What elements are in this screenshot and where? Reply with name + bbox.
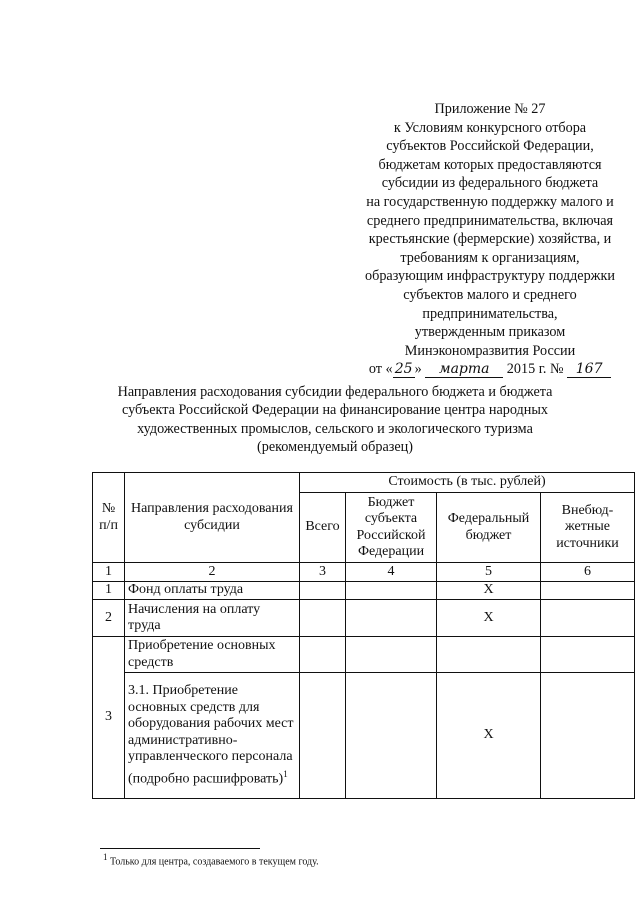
appendix-line: требованиям к организациям,	[400, 249, 580, 266]
order-number-handwritten: 167	[567, 362, 611, 378]
date-quote: »	[414, 361, 422, 378]
row-federal-mark	[437, 637, 541, 673]
date-prefix: от «	[368, 361, 393, 378]
table-row	[93, 600, 635, 637]
appendix-line: Минэкономразвития России	[404, 342, 576, 359]
row-num: 1	[93, 582, 125, 600]
column-index-row	[93, 563, 635, 582]
row-federal-mark: X	[437, 582, 541, 600]
appendix-line: на государственную поддержку малого и	[366, 193, 614, 210]
row-label: Фонд оплаты труда	[125, 582, 300, 600]
index-cell: 4	[346, 563, 437, 582]
index-cell: 3	[300, 563, 346, 582]
appendix-line: субъектов малого и среднего	[403, 286, 577, 303]
index-cell: 6	[541, 563, 635, 582]
date-month-handwritten: марта	[425, 362, 503, 378]
table-row	[93, 637, 635, 673]
header-total: Всего	[300, 493, 346, 563]
header-num: № п/п	[93, 473, 125, 563]
expenditure-table	[92, 472, 635, 799]
title-line: Направления расходования субсидии федерального бюджета и бюджета	[117, 384, 553, 400]
index-cell: 1	[93, 563, 125, 582]
appendix-line: предпринимательства,	[422, 305, 558, 322]
appendix-header	[340, 100, 640, 379]
date-year: 2015 г. №	[506, 361, 564, 378]
row-label: Приобретение основных средств	[125, 637, 300, 673]
header-offbudget: Внебюд-жетные источники	[541, 493, 635, 563]
table-row	[93, 582, 635, 600]
row-label: Начисления на оплату труда	[125, 600, 300, 637]
appendix-line: к Условиям конкурсного отбора	[393, 119, 587, 136]
appendix-line: образующим инфраструктуру поддержки	[365, 268, 615, 285]
row-federal-mark: X	[437, 600, 541, 637]
footnote	[103, 851, 319, 868]
appendix-line: субсидии из федерального бюджета	[381, 175, 599, 192]
footnote-text: Только для центра, создаваемого в текущем году.	[110, 856, 319, 868]
index-cell: 5	[437, 563, 541, 582]
row-num: 2	[93, 600, 125, 637]
footnote-mark: 1	[103, 852, 108, 862]
row-sublabel: 3.1. Приобретение основных средств для оборудования рабочих мест административно-управленческого персонала (подробно расшифровать)	[128, 683, 294, 787]
footnote-divider	[100, 848, 260, 849]
title-line: (рекомендуемый образец)	[257, 439, 413, 456]
row-federal-mark: X	[437, 673, 541, 799]
row-label	[125, 673, 300, 799]
header-federal-budget: Федеральный бюджет	[437, 493, 541, 563]
appendix-line: бюджетам которых предоставляются	[378, 156, 602, 173]
table-row	[93, 673, 635, 799]
document-title	[110, 383, 560, 457]
appendix-number: Приложение № 27	[434, 101, 546, 117]
header-region-budget: Бюджет субъекта Российской Федерации	[346, 493, 437, 563]
title-line: художественных промыслов, сельского и экологического туризма	[137, 420, 533, 437]
order-date-line	[340, 360, 640, 379]
date-day-handwritten: 25	[393, 362, 415, 378]
index-cell: 2	[125, 563, 300, 582]
header-cost-group: Стоимость (в тыс. рублей)	[300, 473, 635, 493]
footnote-reference: 1	[283, 768, 288, 779]
appendix-line: среднего предпринимательства, включая	[366, 212, 614, 229]
appendix-line: крестьянские (фермерские) хозяйства, и	[368, 231, 612, 248]
appendix-line: субъектов Российской Федерации,	[386, 138, 594, 155]
header-direction: Направления расходования субсидии	[125, 473, 300, 563]
appendix-line: утвержденным приказом	[414, 324, 566, 341]
title-line: субъекта Российской Федерации на финансирование центра народных	[122, 402, 548, 419]
row-num: 3	[93, 637, 125, 799]
